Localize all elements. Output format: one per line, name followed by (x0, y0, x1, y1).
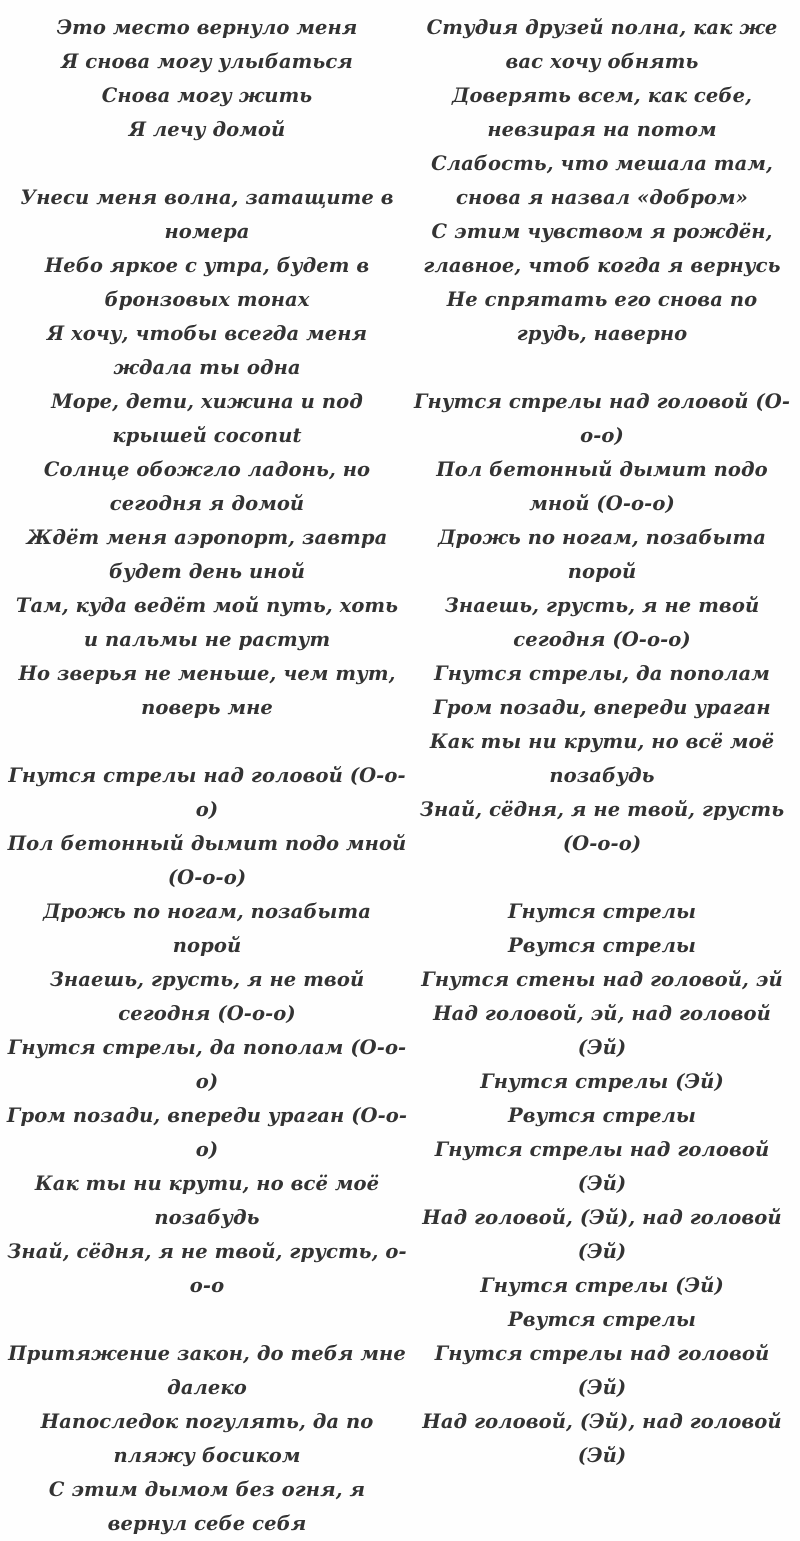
lyric-line: Доверять всем, как себе, невзирая на потом (452, 84, 752, 141)
lyric-line: Я снова могу улыбаться (61, 50, 353, 73)
lyric-line: Гнутся стрелы (Эй) (480, 1070, 724, 1093)
lyric-line: Как ты ни крути, но всё моё позабудь (429, 730, 775, 787)
lyric-line: Это место вернуло меня (56, 16, 358, 39)
lyric-line: С этим дымом без огня, я вернул себе себя (48, 1478, 366, 1535)
stanza-break (6, 147, 408, 181)
lyric-line: Как ты ни крути, но всё моё позабудь (34, 1172, 380, 1229)
lyric-line: Над головой, (Эй), над головой (Эй) (422, 1410, 782, 1467)
lyric-line: Я лечу домой (128, 118, 286, 141)
lyric-line: Гнутся стрелы над головой (Эй) (434, 1138, 770, 1195)
lyric-line: Море, дети, хижина и под крышей coconut (51, 390, 363, 447)
lyric-line: Не спрятать его снова по грудь, наверно (446, 288, 758, 345)
stanza-break (410, 351, 794, 385)
lyric-line: Знай, сёдня, я не твой, грусть, о-о-о (7, 1240, 407, 1297)
lyrics-column-left (6, 11, 408, 1541)
stanza-break (410, 861, 794, 895)
lyric-line: Гром позади, впереди ураган (О-о-о) (6, 1104, 408, 1161)
lyric-line: Я хочу, чтобы всегда меня ждала ты одна (46, 322, 368, 379)
lyrics-column-right (410, 11, 794, 1473)
lyric-line: Снова могу жить (101, 84, 313, 107)
lyric-line: Ждёт меня аэропорт, завтра будет день иной (26, 526, 388, 583)
lyric-line: Унеси меня волна, затащите в номера (20, 186, 394, 243)
lyric-line: Дрожь по ногам, позабыта порой (43, 900, 371, 957)
lyric-line: Дрожь по ногам, позабыта порой (438, 526, 766, 583)
lyric-line: Солнце обожгло ладонь, но сегодня я домой (43, 458, 371, 515)
lyric-line: Притяжение закон, до тебя мне далеко (8, 1342, 406, 1399)
lyric-line: Но зверья не меньше, чем тут, поверь мне (18, 662, 396, 719)
lyric-line: Небо яркое с утра, будет в бронзовых тонах (44, 254, 370, 311)
lyric-line: Гнутся стрелы над головой (Эй) (434, 1342, 770, 1399)
stanza-break (6, 1303, 408, 1337)
lyric-line: Там, куда ведёт мой путь, хоть и пальмы не растут (15, 594, 399, 651)
lyric-line: Гнутся стрелы, да пополам (О-о-о) (7, 1036, 407, 1093)
lyric-line: Пол бетонный дымит подо мной (О-о-о) (436, 458, 768, 515)
lyric-line: Гнутся стрелы, да пополам (434, 662, 770, 685)
lyric-line: Пол бетонный дымит подо мной (О-о-о) (7, 832, 407, 889)
lyric-line: Гнутся стрелы (Эй) (480, 1274, 724, 1297)
lyric-line: С этим чувством я рождён, главное, чтоб когда я вернусь (423, 220, 781, 277)
lyric-line: Напоследок погулять, да по пляжу босиком (40, 1410, 374, 1467)
lyric-line: Слабость, что мешала там, снова я назвал «добром» (431, 152, 773, 209)
lyric-line: Над головой, эй, над головой (Эй) (433, 1002, 771, 1059)
lyric-line: Студия друзей полна, как же вас хочу обнять (426, 16, 778, 73)
stanza-break (6, 725, 408, 759)
lyric-line: Гнутся стены над головой, эй (421, 968, 783, 991)
lyric-line: Знай, сёдня, я не твой, грусть (О-о-о) (419, 798, 785, 855)
lyric-line: Гнутся стрелы над головой (О-о-о) (8, 764, 406, 821)
lyric-line: Гром позади, впереди ураган (433, 696, 771, 719)
lyric-line: Гнутся стрелы над головой (О-о-о) (413, 390, 791, 447)
lyric-line: Гнутся стрелы (507, 900, 697, 923)
lyric-line: Рвутся стрелы (508, 934, 696, 957)
lyric-line: Знаешь, грусть, я не твой сегодня (О-о-о) (444, 594, 760, 651)
lyric-line: Рвутся стрелы (508, 1104, 696, 1127)
lyric-line: Над головой, (Эй), над головой (Эй) (422, 1206, 782, 1263)
lyric-line: Рвутся стрелы (508, 1308, 696, 1331)
lyric-line: Знаешь, грусть, я не твой сегодня (О-о-о) (49, 968, 365, 1025)
